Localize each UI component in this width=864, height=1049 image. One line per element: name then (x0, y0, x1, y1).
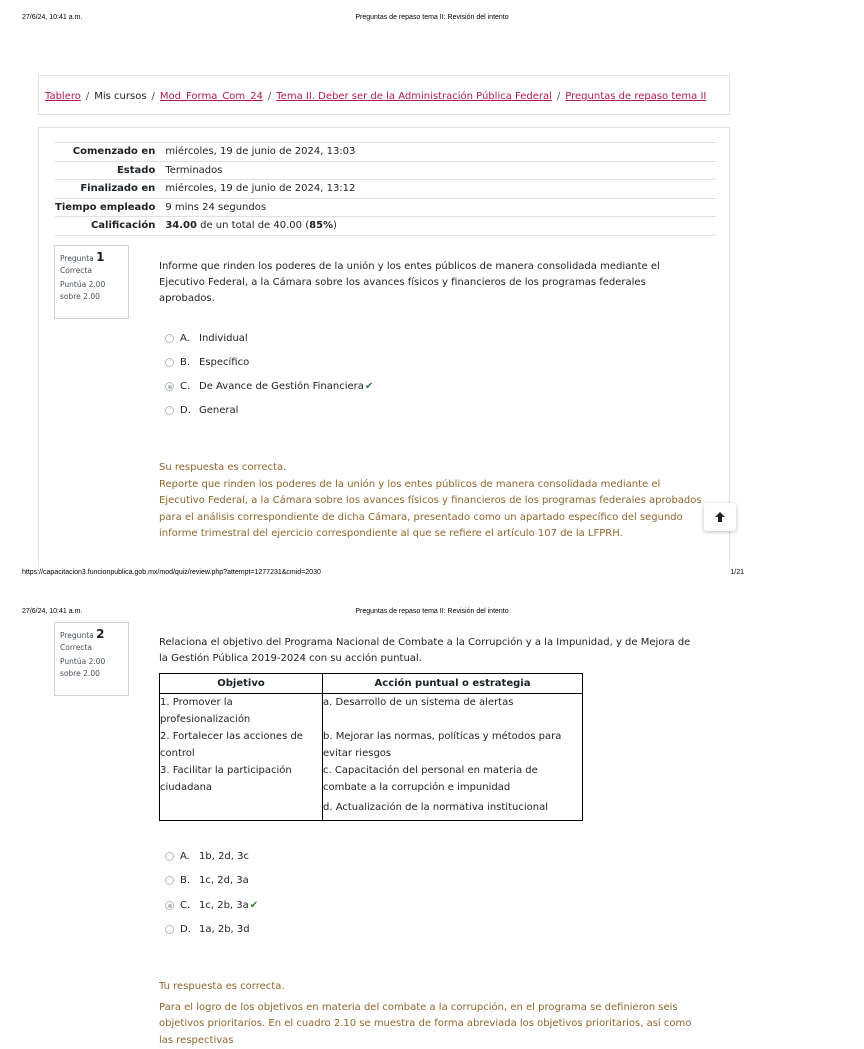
breadcrumb-link-quiz[interactable]: Preguntas de repaso tema II (565, 91, 706, 102)
q2-answer-b[interactable]: B. 1c, 2d, 3a (165, 875, 249, 886)
q1-answer-b[interactable]: B. Específico (165, 357, 249, 368)
grade-score: 34.00 (165, 220, 197, 231)
q1-answer-d[interactable]: D. General (165, 405, 238, 416)
question-1-info (54, 245, 129, 319)
question-2-feedback (159, 979, 704, 1024)
question-prefix: Pregunta (60, 254, 94, 263)
arrow-up-icon (714, 511, 726, 523)
print-page-number: 1/21 (730, 569, 744, 576)
breadcrumb-container (38, 75, 730, 115)
attempt-summary-table (55, 142, 716, 236)
q2-answer-a[interactable]: A. 1b, 2d, 3c (165, 851, 249, 862)
breadcrumb-separator: / (152, 91, 155, 102)
question-mark: Puntúa 2.00 sobre 2.00 (60, 279, 123, 303)
radio-button[interactable] (165, 925, 174, 934)
question-1-text: Informe que rinden los poderes de la unión y los entes públicos de manera consolidada mediante el Ejecutivo Federal, a la Cámara sobre los avances físicos y financieros de los programas federales aprobados. (159, 259, 699, 307)
feedback-title: Tu respuesta es correcta. (159, 979, 704, 996)
radio-button-selected[interactable] (165, 382, 174, 391)
table-row: d. Actualización de la normativa institucional (160, 796, 583, 820)
breadcrumb-item-mis-cursos: Mis cursos (94, 91, 146, 102)
breadcrumb-link-tablero[interactable]: Tablero (45, 91, 81, 102)
radio-button[interactable] (165, 876, 174, 885)
correct-check-icon: ✔ (365, 381, 373, 392)
q2-answer-c[interactable]: C. 1c, 2b, 3a ✔ (165, 900, 258, 911)
question-state: Correcta (60, 265, 123, 277)
table-row: 3. Facilitar la participación ciudadana c. Capacitación del personal en materia de combate a la corrupción e impunidad (160, 762, 583, 796)
correct-check-icon: ✔ (250, 900, 258, 911)
summary-row-finished: Finalizado en miércoles, 19 de junio de 2024, 13:12 (55, 180, 716, 199)
relation-table (159, 673, 583, 821)
print-url: https://capacitacion3.funcionpublica.gob.mx/mod/quiz/review.php?attempt=1277231&cmid=2030 (22, 569, 321, 576)
breadcrumb-link-topic[interactable]: Tema II. Deber ser de la Administración Pública Federal (276, 91, 552, 102)
feedback-text: Para el logro de los objetivos en materia del combate a la corrupción, en el programa se definieron seis objetivos prioritarios. En el cuadro 2.10 se muestra de forma abreviada los objetivos prioritarios, así como las respectivas (159, 1000, 704, 1049)
radio-button[interactable] (165, 358, 174, 367)
back-to-top-button[interactable] (704, 503, 736, 531)
question-2-info (54, 622, 129, 696)
question-1-feedback (159, 460, 704, 543)
question-mark: Puntúa 2.00 sobre 2.00 (60, 656, 123, 680)
print-datetime: 27/6/24, 10:41 a.m. (22, 608, 82, 615)
table-row: 1. Promover la profesionalización a. Desarrollo de un sistema de alertas (160, 694, 583, 729)
summary-row-state: Estado Terminados (55, 161, 716, 180)
radio-button[interactable] (165, 334, 174, 343)
feedback-title: Su respuesta es correcta. (159, 460, 704, 477)
summary-row-time: Tiempo empleado 9 mins 24 segundos (55, 198, 716, 217)
question-2-text: Relaciona el objetivo del Programa Nacional de Combate a la Corrupción y a la Impunidad, y de Mejora de la Gestión Pública 2019-2024 con su acción puntual. (159, 635, 699, 667)
q1-answer-c[interactable]: C. De Avance de Gestión Financiera ✔ (165, 381, 373, 392)
question-number: 2 (96, 627, 104, 641)
question-prefix: Pregunta (60, 631, 94, 640)
breadcrumb (45, 91, 706, 102)
summary-row-started: Comenzado en miércoles, 19 de junio de 2024, 13:03 (55, 143, 716, 162)
print-page-title: Preguntas de repaso tema II: Revisión del intento (0, 608, 864, 615)
breadcrumb-separator: / (86, 91, 89, 102)
relation-table-header: Objetivo Acción puntual o estrategia (160, 674, 583, 694)
print-page-title: Preguntas de repaso tema II: Revisión del intento (0, 14, 864, 21)
q2-answer-d[interactable]: D. 1a, 2b, 3d (165, 924, 250, 935)
breadcrumb-separator: / (557, 91, 560, 102)
radio-button-selected[interactable] (165, 901, 174, 910)
summary-row-grade: Calificación 34.00 de un total de 40.00 (85%) (55, 217, 716, 236)
question-number: 1 (96, 250, 104, 264)
feedback-text: Reporte que rinden los poderes de la unión y los entes públicos de manera consolidada mediante el Ejecutivo Federal, a la Cámara sobre los avances físicos y financieros de los programas federales aprobados para el análisis correspondiente de dicha Cámara, presentado como un apartado específico del segundo informe trimestral del ejercicio correspondiente al que se refiere el artículo 107 de la LFPRH. (159, 477, 704, 543)
radio-button[interactable] (165, 406, 174, 415)
question-state: Correcta (60, 642, 123, 654)
table-row: 2. Fortalecer las acciones de control b. Mejorar las normas, políticas y métodos para evitar riesgos (160, 728, 583, 762)
grade-percent: 85% (309, 220, 333, 231)
radio-button[interactable] (165, 852, 174, 861)
breadcrumb-link-course[interactable]: Mod_Forma_Com_24 (160, 91, 263, 102)
print-datetime: 27/6/24, 10:41 a.m. (22, 14, 82, 21)
breadcrumb-separator: / (268, 91, 271, 102)
q1-answer-a[interactable]: A. Individual (165, 333, 248, 344)
